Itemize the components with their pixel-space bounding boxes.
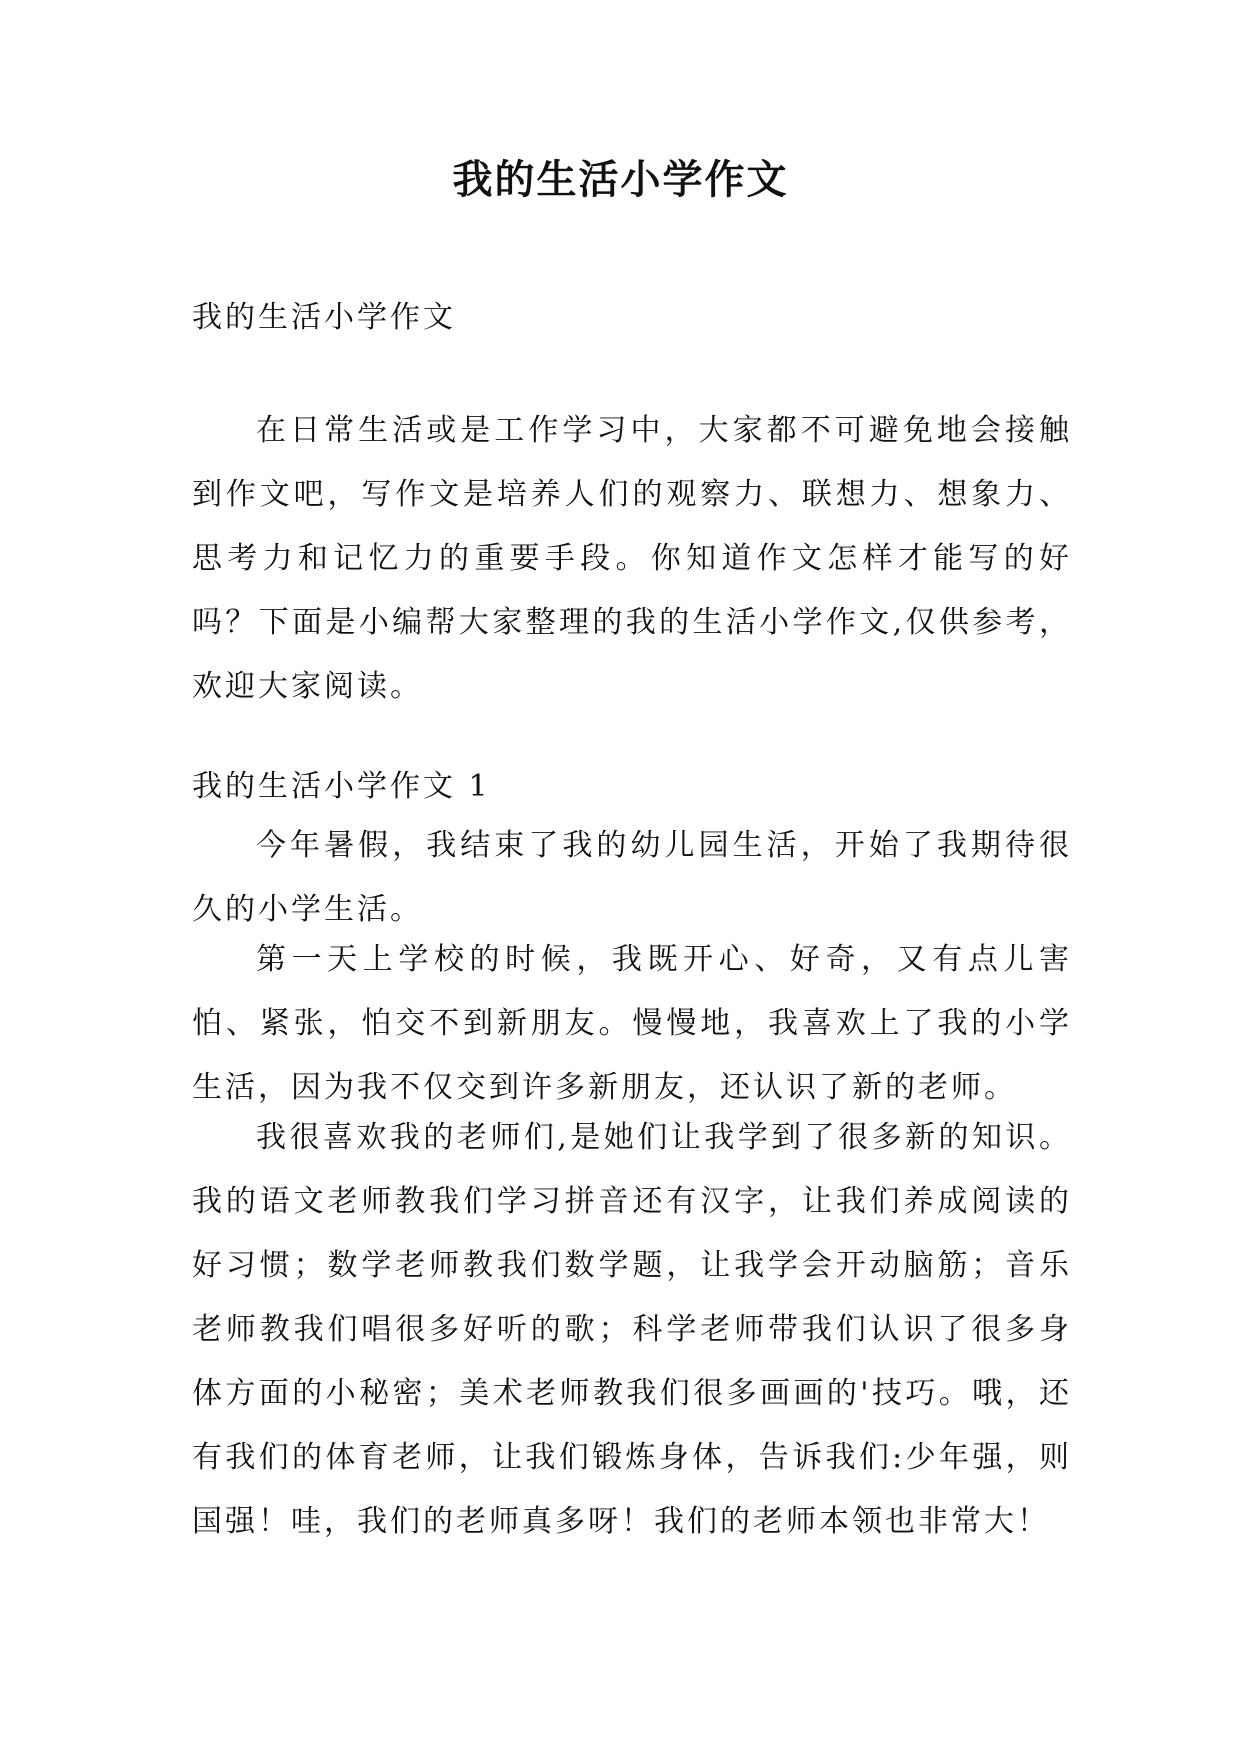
document-subtitle: 我的生活小学作文 [192,300,456,335]
section-heading: 我的生活小学作文 1 [192,769,491,804]
paragraph: 我很喜欢我的老师们,是她们让我学到了很多新的知识。我的语文老师教我们学习拼音还有汉字，让我们养成阅读的好习惯；数学老师教我们数学题，让我学会开动脑筋；音乐老师教我们唱很多好听的歌；科学老师带我们认识了很多身体方面的小秘密；美术老师教我们很多画画的'技巧。哦，还有我们的体育老师，让我们锻炼身体，告诉我们:少年强，则国强！哇，我们的老师真多呀！我们的老师本领也非常大！ [192,1120,1072,1539]
document-title: 我的生活小学作文 [452,156,789,203]
paragraph: 今年暑假，我结束了我的幼儿园生活，开始了我期待很久的小学生活。 [192,828,1072,927]
intro-paragraph: 在日常生活或是工作学习中，大家都不可避免地会接触到作文吧，写作文是培养人们的观察力、联想力、想象力、思考力和记忆力的重要手段。你知道作文怎样才能写的好吗？下面是小编帮大家整理的我的生活小学作文,仅供参考，欢迎大家阅读。 [192,413,1072,704]
paragraph: 第一天上学校的时候，我既开心、好奇，又有点儿害怕、紧张，怕交不到新朋友。慢慢地，我喜欢上了我的小学生活，因为我不仅交到许多新朋友，还认识了新的老师。 [192,942,1072,1105]
